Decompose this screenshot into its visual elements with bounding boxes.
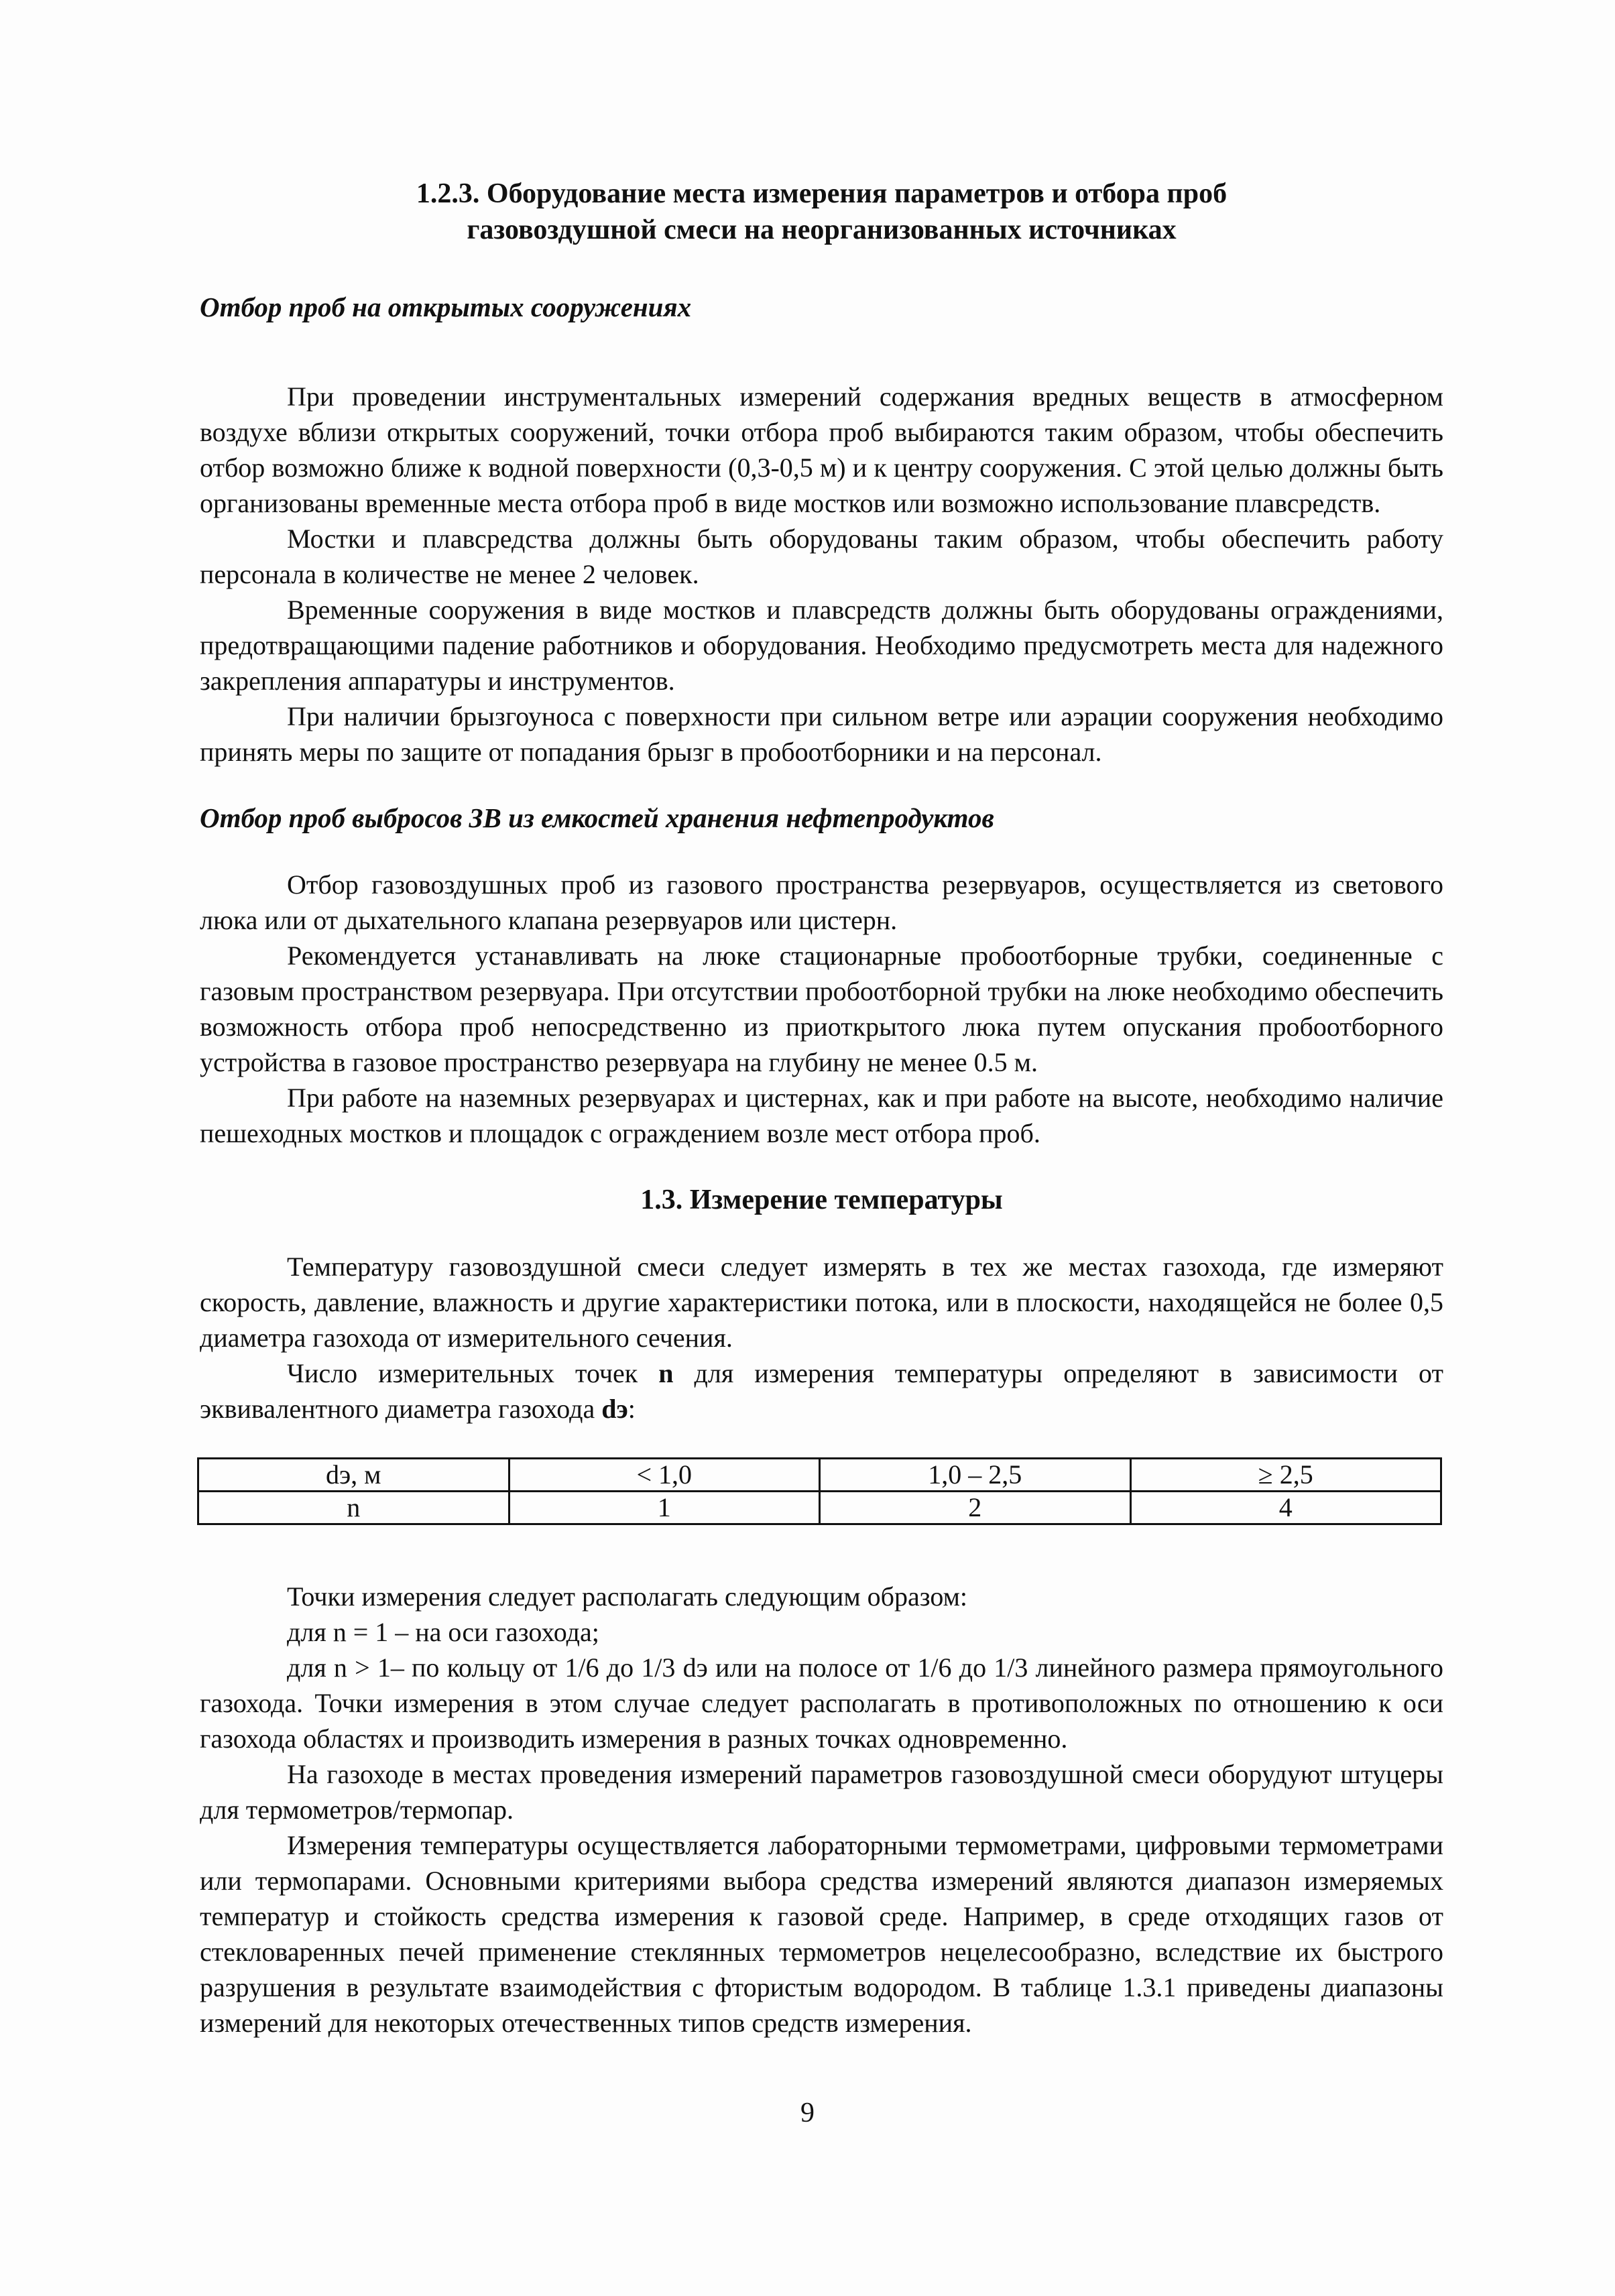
text-run: Число измерительных точек bbox=[287, 1358, 659, 1388]
subsection-heading-open-structures: Отбор проб на открытых сооружениях bbox=[200, 292, 692, 322]
section-title bbox=[200, 176, 1443, 248]
paragraph: Температуру газовоздушной смеси следует измерять в тех же местах газохода, где измеряют скорость, давление, влажность и другие характеристики потока, или в плоскости, находящейся не более 0,5 диаметра газохода от измерительного сечения. bbox=[200, 1252, 1443, 1353]
paragraph: При наличии брызгоуноса с поверхности при сильном ветре или аэрации сооружения необходимо принять меры по защите от попадания брызг в пробоотборники и на персонал. bbox=[200, 701, 1443, 767]
table-row bbox=[198, 1492, 1441, 1524]
paragraph: для n > 1– по кольцу от 1/6 до 1/3 dэ или на полосе от 1/6 до 1/3 линейного размера прямоугольного газохода. Точки измерения в этом случае следует располагать в противоположных по отношению к оси газохода областях и производить измерения в разных точках одновременно. bbox=[200, 1652, 1443, 1754]
symbol-n: n bbox=[658, 1358, 674, 1388]
paragraph-points-count bbox=[200, 1355, 1443, 1427]
paragraph: На газоходе в местах проведения измерений параметров газовоздушной смеси оборудуют штуцеры для термометров/термопар. bbox=[200, 1759, 1443, 1825]
paragraph: Отбор газовоздушных проб из газового пространства резервуаров, осуществляется из светового люка или от дыхательного клапана резервуаров или цистерн. bbox=[200, 869, 1443, 935]
paragraph: для n = 1 – на оси газохода; bbox=[287, 1617, 599, 1647]
paragraph: Точки измерения следует располагать следующим образом: bbox=[287, 1581, 967, 1612]
text-run: для измерения температуры определяют в зависимости от эквивалентного диаметра газохода bbox=[200, 1358, 1443, 1424]
page-number: 9 bbox=[800, 2098, 815, 2128]
paragraph: Рекомендуется устанавливать на люке стационарные пробоотборные трубки, соединенные с газовым пространством резервуара. При отсутствии пробоотборной трубки на люке необходимо обеспечить возможность отбора проб непосредственно из приоткрытого люка путем опускания пробоотборного устройства в газовое пространство резервуара на глубину не менее 0.5 м. bbox=[200, 941, 1443, 1077]
paragraph: При проведении инструментальных измерений содержания вредных веществ в атмосферном воздухе вблизи открытых сооружений, точки отбора проб выбираются таким образом, чтобы обеспечить отбор возможно ближе к водной поверхности (0,3-0,5 м) и к центру сооружения. С этой целью должны быть организованы временные места отбора проб в виде мостков или возможно использование плавсредств. bbox=[200, 381, 1443, 518]
table-row bbox=[198, 1459, 1441, 1492]
table-cell: dэ, м bbox=[198, 1459, 510, 1492]
section-title-temperature: 1.3. Измерение температуры bbox=[640, 1185, 1003, 1215]
paragraph: Измерения температуры осуществляется лабораторными термометрами, цифровыми термометрами или термопарами. Основными критериями выбора средства измерений являются диапазон измеряемых температур и стойкость средства измерения к газовой среде. Например, в среде отходящих газов от стекловаренных печей применение стеклянных термометров нецелесообразно, вследствие их быстрого разрушения в результате взаимодействия с фтористым водородом. В таблице 1.3.1 приведены диапазоны измерений для некоторых отечественных типов средств измерения. bbox=[200, 1830, 1443, 2038]
table-cell: 2 bbox=[820, 1492, 1131, 1524]
paragraph: Мостки и плавсредства должны быть оборудованы таким образом, чтобы обеспечить работу персонала в количестве не менее 2 человек. bbox=[200, 524, 1443, 589]
symbol-de: dэ bbox=[601, 1394, 628, 1424]
table-cell: 4 bbox=[1130, 1492, 1441, 1524]
table-cell: < 1,0 bbox=[509, 1459, 820, 1492]
points-table bbox=[197, 1457, 1442, 1525]
table-cell: ≥ 2,5 bbox=[1130, 1459, 1441, 1492]
section-title-line2: газовоздушной смеси на неорганизованных источниках bbox=[467, 215, 1177, 245]
table-cell: n bbox=[198, 1492, 510, 1524]
paragraph: Временные сооружения в виде мостков и плавсредств должны быть оборудованы ограждениями, предотвращающими падение работников и оборудования. Необходимо предусмотреть места для надежного закрепления аппаратуры и инструментов. bbox=[200, 595, 1443, 696]
text-run: : bbox=[627, 1394, 636, 1424]
table-cell: 1,0 – 2,5 bbox=[820, 1459, 1131, 1492]
section-title-line1: 1.2.3. Оборудование места измерения параметров и отбора проб bbox=[416, 178, 1228, 209]
table-cell: 1 bbox=[509, 1492, 820, 1524]
subsection-heading-oil-tanks: Отбор проб выбросов ЗВ из емкостей хранения нефтепродуктов bbox=[200, 802, 994, 833]
paragraph: При работе на наземных резервуарах и цистернах, как и при работе на высоте, необходимо наличие пешеходных мостков и площадок с ограждением возле мест отбора проб. bbox=[200, 1083, 1443, 1148]
page-content bbox=[200, 176, 1443, 2041]
